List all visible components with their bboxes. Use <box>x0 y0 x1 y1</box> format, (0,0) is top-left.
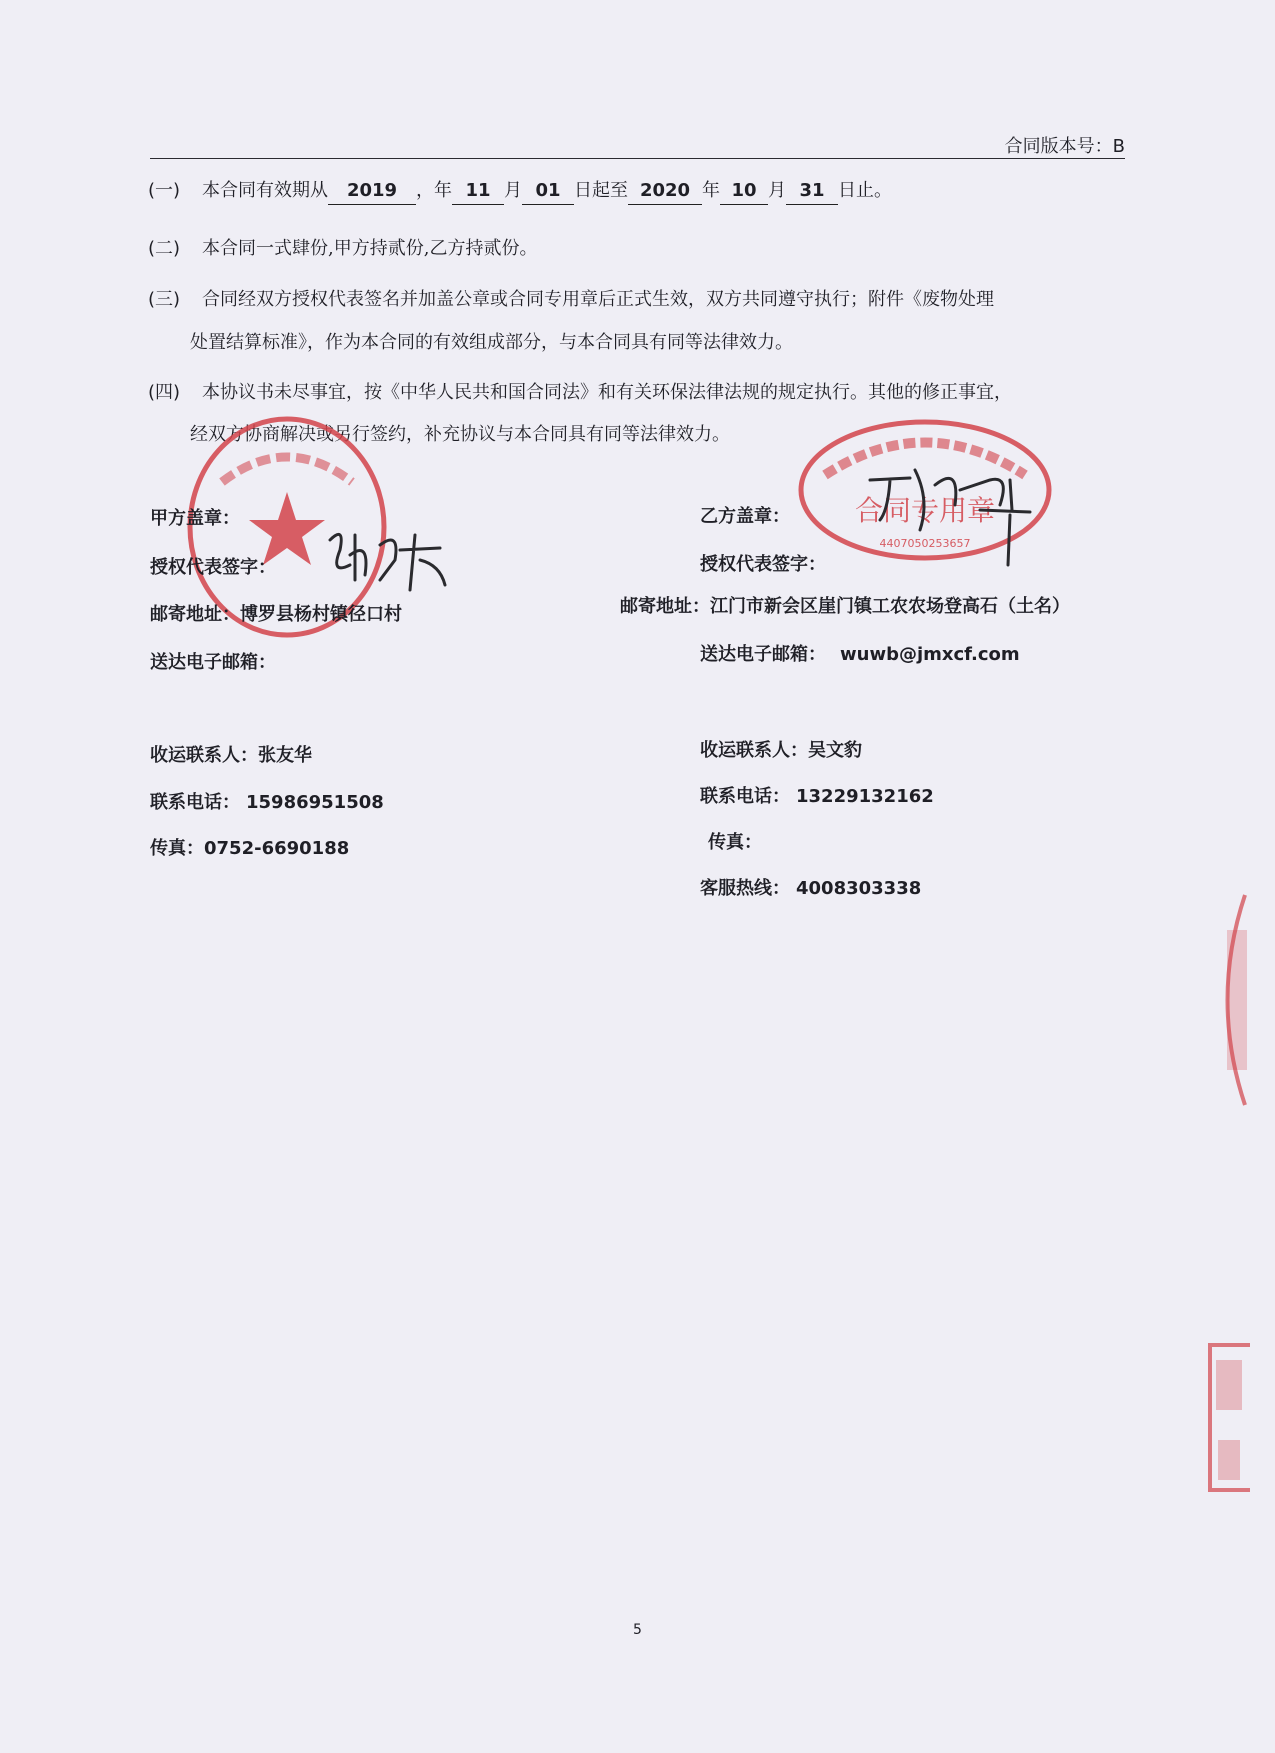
clause-4-line-1: 本协议书未尽事宜，按《中华人民共和国合同法》和有关环保法律法规的规定执行。其他的修正事宜， <box>202 382 1012 403</box>
party-b-contact-label: 收运联系人： <box>700 740 808 761</box>
party-b-seal-label: 乙方盖章： <box>700 506 790 527</box>
clause-4-number: (四) <box>148 382 181 403</box>
clause-1-month-label-2: 月 <box>768 180 786 201</box>
party-b-hotline-label: 客服热线： <box>700 878 790 899</box>
clause-4-line-2: 经双方协商解决或另行签约，补充协议与本合同具有同等法律效力。 <box>190 424 730 445</box>
party-a-rep-label: 授权代表签字： <box>150 557 276 578</box>
clause-1-sep: ， <box>416 180 434 201</box>
end-year: 2020 <box>628 178 702 205</box>
party-b-seal-number: 4407050253657 <box>879 537 971 550</box>
clause-4 <box>148 380 1012 406</box>
party-b-address <box>620 592 1070 618</box>
party-b-fax-label: 传真： <box>708 832 762 853</box>
party-a-contact-value: 张友华 <box>258 745 312 766</box>
edge-stamp-mark-2 <box>1200 1340 1260 1500</box>
party-a-phone-value: 15986951508 <box>246 792 384 813</box>
party-a-signature <box>320 520 460 600</box>
start-month: 11 <box>452 178 504 205</box>
party-b-signature <box>860 460 1040 570</box>
party-b-rep-label: 授权代表签字： <box>700 554 826 575</box>
page-number: 5 <box>633 1622 642 1638</box>
party-a-fax-value: 0752-6690188 <box>204 838 350 859</box>
party-b-address-label: 邮寄地址： <box>620 596 710 617</box>
party-b-hotline <box>700 874 921 900</box>
party-b-phone <box>700 782 934 808</box>
clause-1-text-b: 日起至 <box>574 180 628 201</box>
party-a-fax <box>150 834 349 860</box>
clause-3-line-1: 合同经双方授权代表签名并加盖公章或合同专用章后正式生效，双方共同遵守执行；附件《废物处理 <box>202 289 994 310</box>
party-b-hotline-value: 4008303338 <box>796 878 922 899</box>
party-b-email-label: 送达电子邮箱： <box>700 644 826 665</box>
clause-3-number: (三) <box>148 289 181 310</box>
clause-1-text-a: 本合同有效期从 <box>202 180 328 201</box>
party-a-seal-label: 甲方盖章： <box>150 508 240 529</box>
party-a-address-value: 博罗县杨村镇径口村 <box>240 604 402 625</box>
party-a-phone-label: 联系电话： <box>150 792 240 813</box>
end-day: 31 <box>786 178 838 205</box>
clause-2 <box>148 236 537 262</box>
party-b-address-value: 江门市新会区崖门镇工农农场登高石（土名） <box>710 596 1070 617</box>
end-month: 10 <box>720 178 768 205</box>
clause-2-number: (二) <box>148 238 181 259</box>
contract-version: 合同版本号：B <box>1004 136 1125 157</box>
clause-1-month-label: 月 <box>504 180 522 201</box>
party-a-address-label: 邮寄地址： <box>150 604 240 625</box>
start-day: 01 <box>522 178 574 205</box>
party-b-email-value: wuwb@jmxcf.com <box>840 644 1020 665</box>
party-b-email <box>700 640 1020 666</box>
clause-1-year-label: 年 <box>434 180 452 201</box>
party-b-phone-label: 联系电话： <box>700 786 790 807</box>
party-a-fax-label: 传真： <box>150 838 204 859</box>
clause-3 <box>148 287 994 313</box>
clause-2-text: 本合同一式肆份,甲方持贰份,乙方持贰份。 <box>202 238 538 259</box>
clause-1-number: (一) <box>148 180 181 201</box>
party-b-contact <box>700 736 862 762</box>
start-year: 2019 <box>328 178 416 205</box>
party-a-phone <box>150 788 384 814</box>
clause-1-year-label-2: 年 <box>702 180 720 201</box>
clause-1-text-c: 日止。 <box>838 180 892 201</box>
header-rule <box>150 158 1125 159</box>
party-b-seal-title: 合同专用章 <box>854 494 996 527</box>
clause-1 <box>148 178 892 205</box>
clause-3-line-2: 处置结算标准》，作为本合同的有效组成部分，与本合同具有同等法律效力。 <box>190 332 793 353</box>
party-a-address <box>150 600 402 626</box>
edge-stamp-mark-1 <box>1205 890 1265 1110</box>
party-a-contact <box>150 741 312 767</box>
party-b-phone-value: 13229132162 <box>796 786 934 807</box>
party-a-contact-label: 收运联系人： <box>150 745 258 766</box>
party-a-email-label: 送达电子邮箱： <box>150 652 276 673</box>
party-b-contact-value: 吴文豹 <box>808 740 862 761</box>
